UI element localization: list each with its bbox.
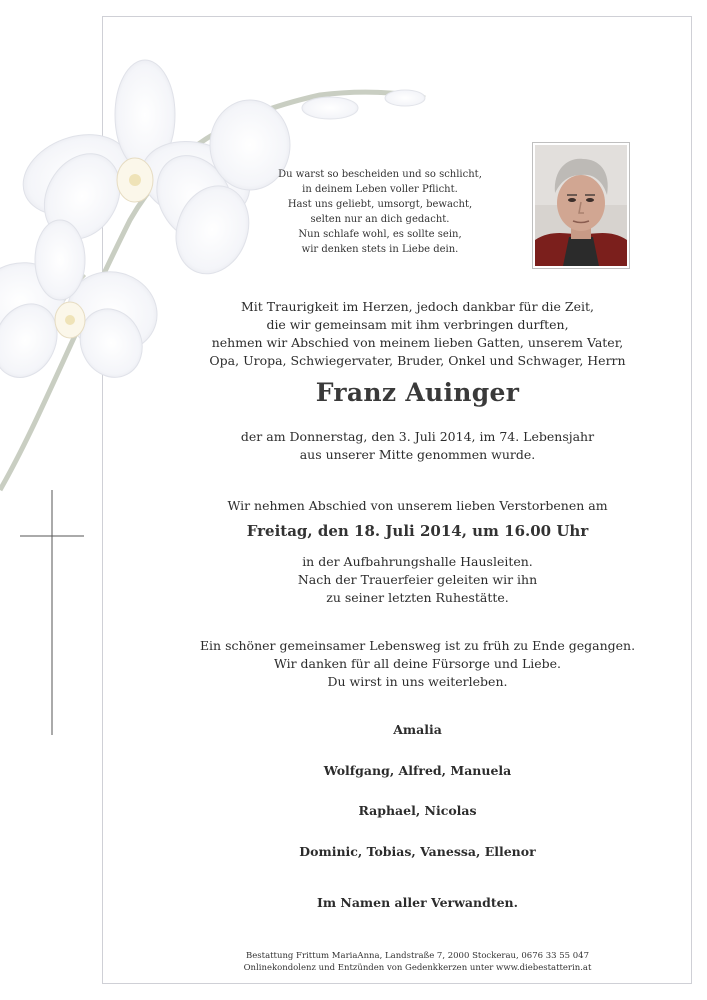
footer (190, 950, 645, 974)
deceased-name: Franz Auinger (315, 378, 520, 407)
footer-line: Onlinekondolenz und Entzünden von Gedenkkerzen unter www.diebestatterin.at (243, 963, 592, 973)
location-text (190, 553, 645, 607)
location-line: zu seiner letzten Ruhestätte. (326, 590, 509, 605)
mourner-name: Amalia (393, 722, 442, 737)
death-info (190, 428, 645, 464)
death-info-line: der am Donnerstag, den 3. Juli 2014, im 74. Lebensjahr (240, 429, 595, 444)
poem-line: wir denken stets in Liebe dein. (301, 244, 459, 255)
farewell-intro (190, 497, 645, 515)
relatives-line: Im Namen aller Verwandten. (316, 895, 518, 910)
portrait-photo (532, 142, 630, 269)
location-line: Nach der Trauerfeier geleiten wir ihn (297, 572, 538, 587)
mourner-name: Wolfgang, Alfred, Manuela (323, 763, 512, 778)
mourner-name: Dominic, Tobias, Vanessa, Ellenor (299, 844, 536, 859)
funeral-date: Freitag, den 18. Juli 2014, um 16.00 Uhr (246, 522, 589, 540)
footer-line: Bestattung Frittum MariaAnna, Landstraße 7, 2000 Stockerau, 0676 33 55 047 (246, 951, 589, 961)
poem-line: Hast uns geliebt, umsorgt, bewacht, (287, 199, 473, 210)
closing-line: Wir danken für all deine Fürsorge und Liebe. (273, 656, 562, 671)
closing-line: Ein schöner gemeinsamer Lebensweg ist zu früh zu Ende gegangen. (199, 638, 636, 653)
mourner-name: Raphael, Nicolas (358, 803, 477, 818)
location-line: in der Aufbahrungshalle Hausleiten. (302, 554, 533, 569)
poem-line: selten nur an dich gedacht. (310, 214, 450, 225)
poem-line: Du warst so bescheiden und so schlicht, (278, 169, 482, 180)
intro-line: nehmen wir Abschied von meinem lieben Gatten, unserem Vater, (211, 335, 624, 350)
closing-line: Du wirst in uns weiterleben. (327, 674, 508, 689)
poem-line: in deinem Leben voller Pflicht. (302, 184, 458, 195)
poem (270, 167, 490, 257)
farewell-intro-line: Wir nehmen Abschied von unserem lieben Verstorbenen am (227, 498, 608, 513)
cross-icon (20, 490, 84, 735)
portrait-image (535, 145, 627, 266)
intro-text (190, 298, 645, 370)
intro-line: die wir gemeinsam mit ihm verbringen durften, (266, 317, 569, 332)
intro-line: Opa, Uropa, Schwiegervater, Bruder, Onkel und Schwager, Herrn (209, 353, 626, 368)
closing-text (190, 637, 645, 691)
intro-line: Mit Traurigkeit im Herzen, jedoch dankbar für die Zeit, (240, 299, 594, 314)
death-info-line: aus unserer Mitte genommen wurde. (299, 447, 536, 462)
poem-line: Nun schlafe wohl, es sollte sein, (298, 229, 462, 240)
